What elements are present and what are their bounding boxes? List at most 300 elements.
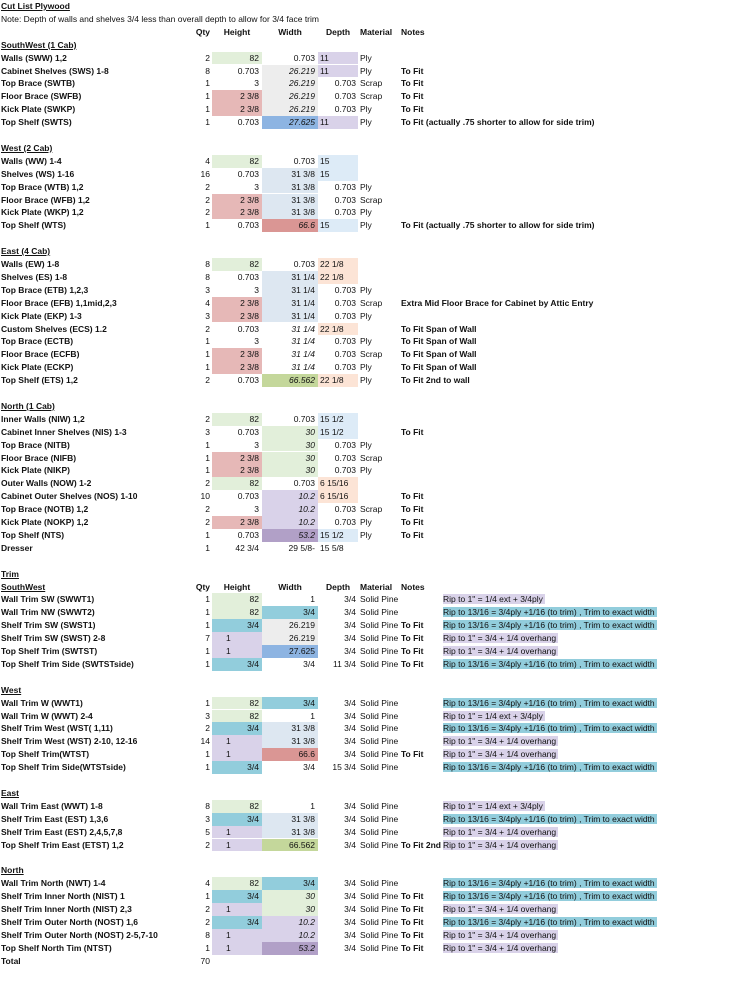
- cell-dep[interactable]: 3/4: [344, 607, 356, 618]
- cell-nts[interactable]: To Fit: [401, 620, 424, 631]
- cell-wid[interactable]: 66.6: [262, 219, 318, 232]
- cell-hgt[interactable]: 1: [212, 748, 262, 761]
- cell-dep[interactable]: 3/4: [344, 594, 356, 605]
- cell-dep[interactable]: 3/4: [344, 646, 356, 656]
- cell-nts[interactable]: To Fit: [401, 942, 424, 953]
- cell-dep[interactable]: Depth: [325, 581, 351, 592]
- cell-lbl[interactable]: Note: Depth of walls and shelves 3/4 less than overall depth to allow for 3/4 face trim: [1, 13, 319, 24]
- cell-hgt[interactable]: 82: [212, 606, 262, 619]
- cell-wid[interactable]: 31 1/4: [291, 362, 315, 373]
- cell-hgt[interactable]: 0.703: [237, 375, 259, 386]
- cell-hgt[interactable]: 82: [212, 413, 262, 426]
- cell-hgt[interactable]: 82: [212, 593, 262, 606]
- cell-mat[interactable]: Solid Pine: [360, 942, 399, 953]
- cell-lbl[interactable]: Custom Shelves (ECS) 1.2: [1, 323, 107, 334]
- cell-dep[interactable]: 15 1/2: [318, 413, 358, 426]
- cell-mat[interactable]: Solid Pine: [360, 762, 399, 773]
- cell-qty[interactable]: 1: [205, 607, 210, 618]
- cell-hgt[interactable]: 3: [254, 439, 259, 450]
- cell-lbl[interactable]: West: [1, 684, 22, 695]
- cell-hgt[interactable]: 1: [212, 735, 262, 748]
- cell-wid[interactable]: 31 1/4: [262, 271, 318, 284]
- cell-qty[interactable]: 3: [205, 813, 210, 824]
- cell-lbl[interactable]: North (1 Cab): [1, 400, 55, 411]
- cell-lbl[interactable]: Top Shelf North Tim (NTST): [1, 942, 112, 953]
- cell-dep[interactable]: 0.703: [334, 104, 356, 115]
- cell-hgt[interactable]: 3: [254, 181, 259, 192]
- cell-nts[interactable]: Notes: [401, 26, 425, 37]
- cell-dep[interactable]: 3/4: [344, 736, 356, 747]
- cell-hgt[interactable]: 3: [254, 78, 259, 89]
- cell-lbl[interactable]: Wall Trim East (WWT) 1-8: [1, 800, 103, 811]
- cell-qty[interactable]: 7: [205, 633, 210, 644]
- cell-wid[interactable]: 31 1/4: [262, 297, 318, 310]
- cell-qty[interactable]: 8: [205, 800, 210, 811]
- cell-lbl[interactable]: Top Shelf (NTS): [1, 529, 65, 540]
- cell-mat[interactable]: Solid Pine: [360, 633, 399, 644]
- cell-qty[interactable]: 1: [205, 542, 210, 553]
- cell-lbl[interactable]: Shelf Trim Outer North (NOST) 1,6: [1, 916, 138, 927]
- cell-lbl[interactable]: Kick Plate (NIKP): [1, 465, 70, 476]
- cell-nts[interactable]: To Fit: [401, 91, 424, 102]
- cell-qty[interactable]: 14: [200, 736, 210, 747]
- cell-mat[interactable]: Ply: [360, 181, 372, 192]
- cell-hgt[interactable]: 0.703: [237, 491, 259, 502]
- cell-hgt[interactable]: 0.703: [237, 426, 259, 437]
- cell-dep[interactable]: 3/4: [344, 942, 356, 953]
- cell-lbl[interactable]: Dresser: [1, 542, 33, 553]
- cell-qty[interactable]: 3: [205, 284, 210, 295]
- cell-hgt[interactable]: 2 3/8: [212, 310, 262, 323]
- cell-wid[interactable]: 31 1/4: [291, 336, 315, 347]
- cell-nts[interactable]: To Fit (actually .75 shorter to allow for side trim): [401, 220, 595, 231]
- cell-dep[interactable]: 0.703: [334, 465, 356, 476]
- cell-hgt[interactable]: 2 3/8: [212, 206, 262, 219]
- cell-dep[interactable]: 3/4: [344, 620, 356, 631]
- cell-trim-note[interactable]: [443, 748, 739, 761]
- cell-lbl[interactable]: Top Brace (WTB) 1,2: [1, 181, 84, 192]
- cell-wid[interactable]: 1: [310, 594, 315, 605]
- cell-wid[interactable]: 3/4: [303, 658, 315, 669]
- cell-wid[interactable]: 10.2: [262, 916, 318, 929]
- cell-dep[interactable]: 0.703: [334, 181, 356, 192]
- cell-mat[interactable]: Ply: [360, 117, 372, 128]
- cell-hgt[interactable]: 3/4: [212, 813, 262, 826]
- cell-dep[interactable]: 15: [318, 155, 358, 168]
- cell-dep[interactable]: 11 3/4: [332, 658, 356, 669]
- cell-hgt[interactable]: 3: [254, 504, 259, 515]
- cell-hgt[interactable]: 2 3/8: [212, 297, 262, 310]
- cell-hgt[interactable]: 82: [212, 877, 262, 890]
- cell-qty[interactable]: 1: [205, 336, 210, 347]
- cell-lbl[interactable]: Kick Plate (EKP) 1-3: [1, 310, 82, 321]
- cell-lbl[interactable]: Trim: [1, 568, 19, 579]
- cell-wid[interactable]: 66.562: [262, 374, 318, 387]
- cell-wid[interactable]: 29 5/8-: [288, 542, 315, 553]
- cell-dep[interactable]: 0.703: [334, 284, 356, 295]
- cell-qty[interactable]: 1: [205, 452, 210, 463]
- cell-dep[interactable]: 15: [318, 219, 358, 232]
- cell-lbl[interactable]: Top Shelf Trim Side(WTSTside): [1, 762, 126, 773]
- cell-hgt[interactable]: 2 3/8: [212, 516, 262, 529]
- cell-lbl[interactable]: Kick Plate (SWKP): [1, 104, 76, 115]
- cell-wid[interactable]: 30: [262, 903, 318, 916]
- cell-mat[interactable]: Solid Pine: [360, 929, 399, 940]
- cell-nts[interactable]: To Fit: [401, 104, 424, 115]
- cell-nts[interactable]: To Fit: [401, 65, 424, 76]
- cell-qty[interactable]: Qty: [195, 26, 210, 37]
- cell-nts[interactable]: To Fit: [401, 78, 424, 89]
- cell-nts[interactable]: To Fit Span of Wall: [401, 349, 477, 360]
- cell-qty[interactable]: 1: [205, 697, 210, 708]
- cell-wid[interactable]: 30: [262, 464, 318, 477]
- cell-wid[interactable]: 26.219: [262, 77, 318, 90]
- cell-lbl[interactable]: Wall Trim NW (SWWT2): [1, 607, 95, 618]
- cell-hgt[interactable]: 0.703: [237, 220, 259, 231]
- cell-mat[interactable]: Solid Pine: [360, 607, 399, 618]
- cell-dep[interactable]: 0.703: [334, 504, 356, 515]
- cell-trim-note[interactable]: [443, 593, 739, 606]
- cell-dep[interactable]: 22 1/8: [318, 258, 358, 271]
- cell-trim-note[interactable]: [443, 800, 739, 813]
- cell-lbl[interactable]: Shelves (ES) 1-8: [1, 271, 68, 282]
- cell-qty[interactable]: 1: [205, 104, 210, 115]
- cell-wid[interactable]: 26.219: [262, 619, 318, 632]
- cell-wid[interactable]: 53.2: [262, 529, 318, 542]
- cell-mat[interactable]: Ply: [360, 220, 372, 231]
- cell-wid[interactable]: 3/4: [303, 762, 315, 773]
- cell-wid[interactable]: 30: [262, 426, 318, 439]
- cell-dep[interactable]: 15 3/4: [332, 762, 356, 773]
- cell-hgt[interactable]: 2 3/8: [212, 194, 262, 207]
- cell-lbl[interactable]: Shelf Trim SW (SWST) 2-8: [1, 633, 106, 644]
- cell-dep[interactable]: 22 1/8: [318, 271, 358, 284]
- cell-dep[interactable]: 3/4: [344, 697, 356, 708]
- cell-qty[interactable]: 2: [205, 517, 210, 527]
- cell-lbl[interactable]: Wall Trim SW (SWWT1): [1, 594, 95, 605]
- cell-dep[interactable]: 0.703: [334, 362, 356, 373]
- cell-mat[interactable]: Solid Pine: [360, 916, 399, 927]
- cell-trim-note[interactable]: [443, 903, 739, 916]
- cell-qty[interactable]: 1: [205, 349, 210, 360]
- cell-trim-note[interactable]: [443, 761, 739, 774]
- cell-mat[interactable]: Ply: [360, 465, 372, 476]
- cell-trim-note[interactable]: [443, 619, 739, 632]
- cell-mat[interactable]: Scrap: [360, 194, 383, 205]
- cell-wid[interactable]: 31 3/8: [262, 813, 318, 826]
- cell-qty[interactable]: 1: [205, 620, 210, 631]
- cell-qty[interactable]: 4: [205, 297, 210, 308]
- cell-nts[interactable]: To Fit: [401, 529, 424, 540]
- cell-lbl[interactable]: Cut List Plywood: [1, 1, 70, 11]
- cell-wid[interactable]: 31 1/4: [262, 310, 318, 323]
- cell-lbl[interactable]: North: [1, 865, 24, 876]
- cell-dep[interactable]: 0.703: [334, 349, 356, 360]
- cell-lbl[interactable]: Cabinet Inner Shelves (NIS) 1-3: [1, 426, 127, 437]
- cell-trim-note[interactable]: [443, 658, 739, 671]
- cell-lbl[interactable]: Top Shelf Trim East (ETST) 1,2: [1, 839, 124, 850]
- cell-trim-note[interactable]: [443, 697, 739, 710]
- cell-lbl[interactable]: Inner Walls (NIW) 1,2: [1, 413, 85, 424]
- cell-qty[interactable]: 1: [205, 891, 210, 902]
- cell-dep[interactable]: 6 15/16: [318, 477, 358, 490]
- cell-hgt[interactable]: 3/4: [212, 916, 262, 929]
- cell-wid[interactable]: 31 3/8: [262, 194, 318, 207]
- cell-dep[interactable]: 0.703: [334, 78, 356, 89]
- cell-hgt[interactable]: 1: [212, 929, 262, 942]
- cell-trim-note[interactable]: [443, 916, 739, 929]
- cell-hgt[interactable]: 2 3/8: [212, 452, 262, 465]
- cell-nts[interactable]: To Fit: [401, 426, 424, 437]
- cell-nts[interactable]: To Fit: [401, 749, 424, 760]
- cell-wid[interactable]: 31 3/8: [262, 735, 318, 748]
- cell-dep[interactable]: 0.703: [334, 91, 356, 102]
- cell-wid[interactable]: 31 3/8: [262, 722, 318, 735]
- cell-qty[interactable]: 1: [205, 439, 210, 450]
- cell-hgt[interactable]: 1: [212, 826, 262, 839]
- cell-trim-note[interactable]: [443, 929, 739, 942]
- cell-mat[interactable]: Material: [360, 26, 393, 37]
- cell-dep[interactable]: 0.703: [334, 439, 356, 450]
- cell-qty[interactable]: 3: [205, 310, 210, 321]
- cell-mat[interactable]: Ply: [360, 52, 372, 63]
- cell-qty[interactable]: 2: [205, 375, 210, 386]
- cell-nts[interactable]: Notes: [401, 581, 425, 592]
- cell-mat[interactable]: Solid Pine: [360, 646, 399, 656]
- cell-wid[interactable]: 26.219: [262, 90, 318, 103]
- cell-trim-note[interactable]: [443, 722, 739, 735]
- cell-wid[interactable]: 66.562: [262, 839, 318, 852]
- cell-wid[interactable]: 1: [310, 710, 315, 721]
- cell-hgt[interactable]: 3/4: [212, 658, 262, 671]
- cell-lbl[interactable]: Top Brace (NITB): [1, 439, 70, 450]
- cell-qty[interactable]: 2: [205, 207, 210, 218]
- cell-lbl[interactable]: SouthWest (1 Cab): [1, 39, 77, 50]
- cell-wid[interactable]: 10.2: [262, 516, 318, 529]
- cell-qty[interactable]: 2: [205, 413, 210, 424]
- cell-hgt[interactable]: 3/4: [212, 890, 262, 903]
- cell-dep[interactable]: 11: [318, 116, 358, 129]
- cell-mat[interactable]: Ply: [360, 362, 372, 373]
- cell-mat[interactable]: Solid Pine: [360, 658, 399, 669]
- cell-lbl[interactable]: Top Brace (ECTB): [1, 336, 74, 347]
- cell-wid[interactable]: 30: [262, 439, 318, 452]
- cell-qty[interactable]: 1: [205, 91, 210, 102]
- cell-qty[interactable]: 2: [205, 181, 210, 192]
- cell-lbl[interactable]: Shelf Trim Outer North (NOST) 2-5,7-10: [1, 929, 158, 940]
- cell-mat[interactable]: Solid Pine: [360, 904, 399, 914]
- cell-lbl[interactable]: Kick Plate (ECKP): [1, 362, 74, 373]
- cell-lbl[interactable]: East: [1, 787, 19, 798]
- cell-hgt[interactable]: 0.703: [237, 529, 259, 540]
- cell-mat[interactable]: Ply: [360, 207, 372, 218]
- cell-mat[interactable]: Solid Pine: [360, 710, 399, 721]
- cell-lbl[interactable]: Floor Brace (ECFB): [1, 349, 80, 360]
- cell-hgt[interactable]: 82: [212, 697, 262, 710]
- cell-trim-note[interactable]: [443, 645, 739, 658]
- cell-hgt[interactable]: 3/4: [212, 761, 262, 774]
- cell-qty[interactable]: 2: [205, 478, 210, 489]
- cell-trim-note[interactable]: [443, 942, 739, 955]
- cell-dep[interactable]: 3/4: [344, 826, 356, 837]
- cell-qty[interactable]: 1: [205, 658, 210, 669]
- cell-dep[interactable]: 6 15/16: [318, 490, 358, 503]
- cell-lbl[interactable]: Floor Brace (EFB) 1,1mid,2,3: [1, 297, 117, 308]
- cell-qty[interactable]: 8: [205, 271, 210, 282]
- cell-lbl[interactable]: Floor Brace (WFB) 1,2: [1, 194, 90, 205]
- cell-wid[interactable]: 31 3/8: [262, 206, 318, 219]
- cell-nts[interactable]: To Fit: [401, 504, 424, 515]
- cell-qty[interactable]: 16: [200, 168, 210, 179]
- cell-lbl[interactable]: Walls (WW) 1-4: [1, 155, 62, 166]
- cell-dep[interactable]: 0.703: [334, 297, 356, 308]
- cell-lbl[interactable]: Wall Trim W (WWT) 2-4: [1, 710, 93, 721]
- cell-wid[interactable]: 0.703: [293, 413, 315, 424]
- cell-hgt[interactable]: 1: [212, 839, 262, 852]
- cell-nts[interactable]: To Fit: [401, 646, 424, 656]
- cell-dep[interactable]: 3/4: [344, 710, 356, 721]
- cell-nts[interactable]: To Fit Span of Wall: [401, 362, 477, 373]
- cell-wid[interactable]: 53.2: [262, 942, 318, 955]
- cell-qty[interactable]: 2: [205, 194, 210, 205]
- cell-lbl[interactable]: Outer Walls (NOW) 1-2: [1, 478, 92, 489]
- cell-lbl[interactable]: Top Shelf Trim Side (SWTSTside): [1, 658, 134, 669]
- cell-mat[interactable]: Scrap: [360, 91, 383, 102]
- cell-nts[interactable]: To Fit Span of Wall: [401, 323, 477, 334]
- cell-mat[interactable]: Solid Pine: [360, 839, 399, 850]
- cell-hgt[interactable]: 1: [212, 903, 262, 916]
- cell-wid[interactable]: 31 1/4: [262, 284, 318, 297]
- cell-lbl[interactable]: Top Brace (SWTB): [1, 78, 75, 89]
- cell-hgt[interactable]: 82: [212, 155, 262, 168]
- cell-nts[interactable]: To Fit 2nd: [401, 839, 441, 850]
- cell-mat[interactable]: Solid Pine: [360, 826, 399, 837]
- cell-hgt[interactable]: 2 3/8: [212, 361, 262, 374]
- cell-dep[interactable]: 3/4: [344, 878, 356, 889]
- cell-nts[interactable]: To Fit 2nd to wall: [401, 375, 470, 386]
- cell-lbl[interactable]: Shelf Trim East (EST) 1,3,6: [1, 813, 109, 824]
- cell-hgt[interactable]: 82: [212, 258, 262, 271]
- cell-wid[interactable]: 3/4: [262, 606, 318, 619]
- cell-trim-note[interactable]: [443, 877, 739, 890]
- cell-qty[interactable]: 2: [205, 504, 210, 515]
- cell-qty[interactable]: 8: [205, 259, 210, 269]
- cell-mat[interactable]: Solid Pine: [360, 800, 399, 811]
- cell-wid[interactable]: 26.219: [262, 632, 318, 645]
- cell-hgt[interactable]: Height: [223, 26, 251, 37]
- cell-nts[interactable]: To Fit: [401, 904, 424, 914]
- cell-mat[interactable]: Solid Pine: [360, 620, 399, 631]
- cell-lbl[interactable]: Floor Brace (SWFB): [1, 91, 82, 102]
- cell-hgt[interactable]: 1: [212, 645, 262, 658]
- cell-dep[interactable]: 0.703: [334, 452, 356, 463]
- cell-hgt[interactable]: 2 3/8: [212, 464, 262, 477]
- cell-wid[interactable]: 27.625: [262, 116, 318, 129]
- cell-lbl[interactable]: Top Shelf Trim(WTST): [1, 749, 90, 760]
- cell-hgt[interactable]: 3/4: [212, 722, 262, 735]
- cell-mat[interactable]: Solid Pine: [360, 736, 399, 747]
- cell-hgt[interactable]: 0.703: [237, 323, 259, 334]
- cell-qty[interactable]: 1: [205, 465, 210, 476]
- cell-nts[interactable]: To Fit: [401, 929, 424, 940]
- cell-mat[interactable]: Solid Pine: [360, 697, 399, 708]
- cell-lbl[interactable]: Walls (EW) 1-8: [1, 259, 60, 269]
- cell-qty[interactable]: 4: [205, 878, 210, 889]
- cell-wid[interactable]: 31 3/8: [262, 826, 318, 839]
- cell-dep[interactable]: 3/4: [344, 929, 356, 940]
- cell-wid[interactable]: 31 3/8: [262, 181, 318, 194]
- cell-lbl[interactable]: Kick Plate (NOKP) 1,2: [1, 517, 89, 527]
- cell-dep[interactable]: 0.703: [334, 194, 356, 205]
- cell-mat[interactable]: Ply: [360, 439, 372, 450]
- cell-dep[interactable]: 15 5/8: [320, 542, 344, 553]
- cell-nts[interactable]: To Fit: [401, 491, 424, 502]
- cell-lbl[interactable]: Walls (SWW) 1,2: [1, 52, 67, 63]
- cell-dep[interactable]: 3/4: [344, 633, 356, 644]
- cell-qty[interactable]: 1: [205, 646, 210, 656]
- cell-wid[interactable]: 30: [262, 452, 318, 465]
- cell-qty[interactable]: Qty: [195, 581, 210, 592]
- cell-qty[interactable]: 2: [205, 839, 210, 850]
- cell-mat[interactable]: Ply: [360, 284, 372, 295]
- cell-lbl[interactable]: Shelf Trim Inner North (NIST) 2,3: [1, 904, 132, 914]
- cell-hgt[interactable]: 82: [212, 52, 262, 65]
- cell-qty[interactable]: 2: [205, 723, 210, 734]
- cell-wid[interactable]: 0.703: [293, 155, 315, 166]
- cell-nts[interactable]: To Fit: [401, 517, 424, 527]
- cell-qty[interactable]: 2: [205, 52, 210, 63]
- cell-qty[interactable]: 5: [205, 826, 210, 837]
- cell-hgt[interactable]: 0.703: [237, 271, 259, 282]
- cell-wid[interactable]: 0.703: [293, 259, 315, 269]
- cell-qty[interactable]: 8: [205, 929, 210, 940]
- cell-dep[interactable]: 3/4: [344, 749, 356, 760]
- cell-qty[interactable]: 1: [205, 220, 210, 231]
- cell-trim-note[interactable]: [443, 735, 739, 748]
- cell-dep[interactable]: 3/4: [344, 839, 356, 850]
- cell-dep[interactable]: 0.703: [334, 310, 356, 321]
- cell-lbl[interactable]: Shelf Trim SW (SWST1): [1, 620, 96, 631]
- cell-wid[interactable]: 0.703: [293, 52, 315, 63]
- cell-qty[interactable]: 4: [205, 155, 210, 166]
- cell-nts[interactable]: To Fit: [401, 891, 424, 902]
- cell-dep[interactable]: 0.703: [334, 517, 356, 527]
- cell-qty[interactable]: 1: [205, 762, 210, 773]
- cell-dep[interactable]: 3/4: [344, 891, 356, 902]
- cell-mat[interactable]: Solid Pine: [360, 878, 399, 889]
- cell-dep[interactable]: 22 1/8: [318, 323, 358, 336]
- cell-lbl[interactable]: Top Brace (NOTB) 1,2: [1, 504, 89, 515]
- cell-hgt[interactable]: 0.703: [237, 117, 259, 128]
- cell-nts[interactable]: To Fit: [401, 658, 424, 669]
- cell-dep[interactable]: 15 1/2: [318, 529, 358, 542]
- cell-wid[interactable]: 30: [262, 890, 318, 903]
- cell-lbl[interactable]: Shelf Trim West (WST( 1,11): [1, 723, 113, 734]
- cell-wid[interactable]: 3/4: [262, 697, 318, 710]
- cell-hgt[interactable]: 3/4: [212, 619, 262, 632]
- cell-mat[interactable]: Scrap: [360, 297, 383, 308]
- cell-qty[interactable]: 2: [205, 323, 210, 334]
- cell-hgt[interactable]: Height: [223, 581, 251, 592]
- cell-lbl[interactable]: Shelf Trim West (WST) 2-10, 12-16: [1, 736, 138, 747]
- cell-trim-note[interactable]: [443, 710, 739, 723]
- cell-dep[interactable]: 3/4: [344, 723, 356, 734]
- cell-qty[interactable]: 10: [200, 491, 210, 502]
- cell-qty[interactable]: 1: [205, 362, 210, 373]
- cell-nts[interactable]: To Fit: [401, 633, 424, 644]
- cell-dep[interactable]: 3/4: [344, 904, 356, 914]
- cell-hgt[interactable]: 2 3/8: [212, 103, 262, 116]
